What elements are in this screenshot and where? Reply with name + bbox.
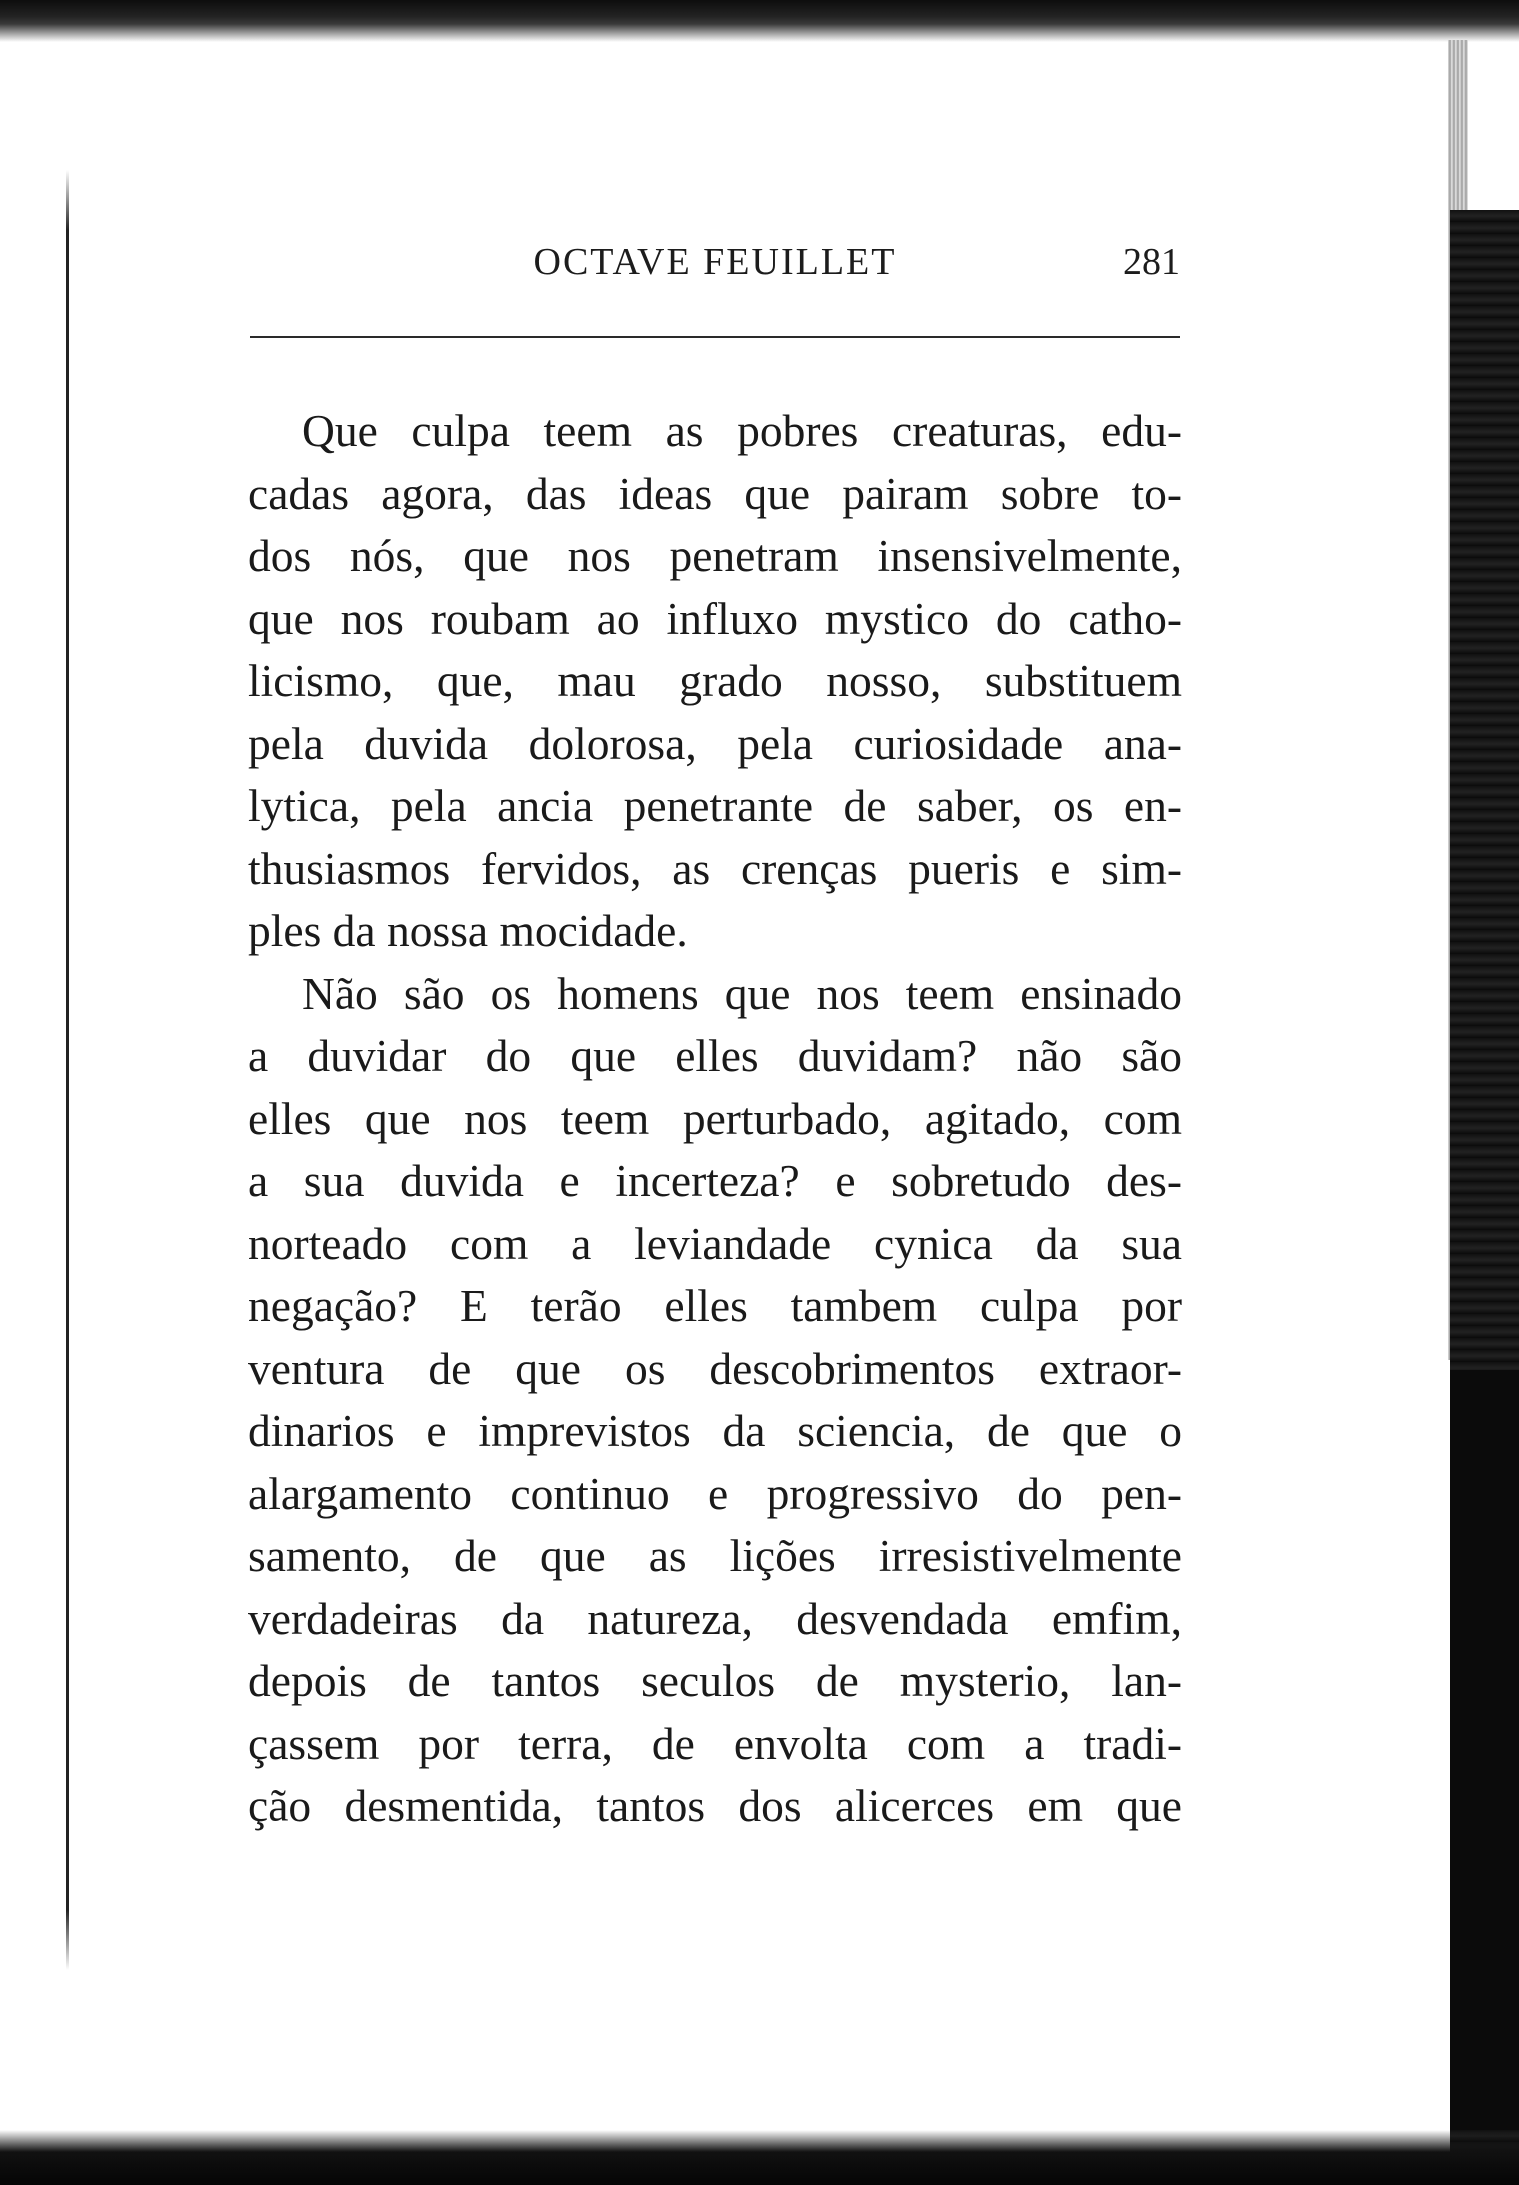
page-number: 281	[1123, 241, 1180, 283]
text-line: verdadeiras da natureza, desvendada emfim,	[248, 1592, 1182, 1644]
text-line: thusiasmos fervidos, as crenças pueris e sim-	[248, 842, 1182, 894]
text-line: a sua duvida e incerteza? e sobretudo des-	[248, 1155, 1182, 1206]
scan-left-margin-mark	[66, 170, 69, 1970]
text-line: dos nós, que nos penetram insensivelmente,	[248, 530, 1182, 581]
running-head	[250, 240, 1180, 290]
text-line: ção desmentida, tantos dos alicerces em que	[248, 1780, 1182, 1831]
text-line: licismo, que, mau grado nosso, substituem	[248, 655, 1182, 706]
text-line: Que culpa teem as pobres creaturas, edu-	[302, 405, 1182, 456]
text-line: cadas agora, das ideas que pairam sobre to-	[248, 467, 1182, 519]
text-line: Não são os homens que nos teem ensinado	[302, 967, 1182, 1019]
text-line: ples da nossa mocidade.	[248, 905, 688, 956]
scan-right-shadow	[1450, 1370, 1519, 2130]
text-line: samento, de que as lições irresistivelmente	[248, 1530, 1182, 1581]
text-line: ventura de que os descobrimentos extraor-	[248, 1342, 1182, 1394]
header-rule	[250, 336, 1180, 338]
text-line: lytica, pela ancia penetrante de saber, os en-	[248, 780, 1182, 831]
text-line: dinarios e imprevistos da sciencia, de que o	[248, 1405, 1182, 1456]
text-line: que nos roubam ao influxo mystico do catho-	[248, 592, 1182, 644]
scan-bottom-edge	[0, 2130, 1519, 2185]
text-line: negação? E terão elles tambem culpa por	[248, 1280, 1182, 1331]
text-line: alargamento continuo e progressivo do pen-	[248, 1467, 1182, 1519]
text-line: depois de tantos seculos de mysterio, lan-	[248, 1655, 1182, 1706]
text-line: norteado com a leviandade cynica da sua	[248, 1217, 1182, 1269]
text-line: pela duvida dolorosa, pela curiosidade ana-	[248, 717, 1182, 769]
text-line: çassem por terra, de envolta com a tradi-	[248, 1717, 1182, 1769]
text-line: elles que nos teem perturbado, agitado, com	[248, 1092, 1182, 1144]
body-text	[248, 400, 1182, 1838]
running-title: OCTAVE FEUILLET	[533, 241, 897, 283]
text-line: a duvidar do que elles duvidam? não são	[248, 1030, 1182, 1081]
scan-top-edge	[0, 0, 1519, 42]
